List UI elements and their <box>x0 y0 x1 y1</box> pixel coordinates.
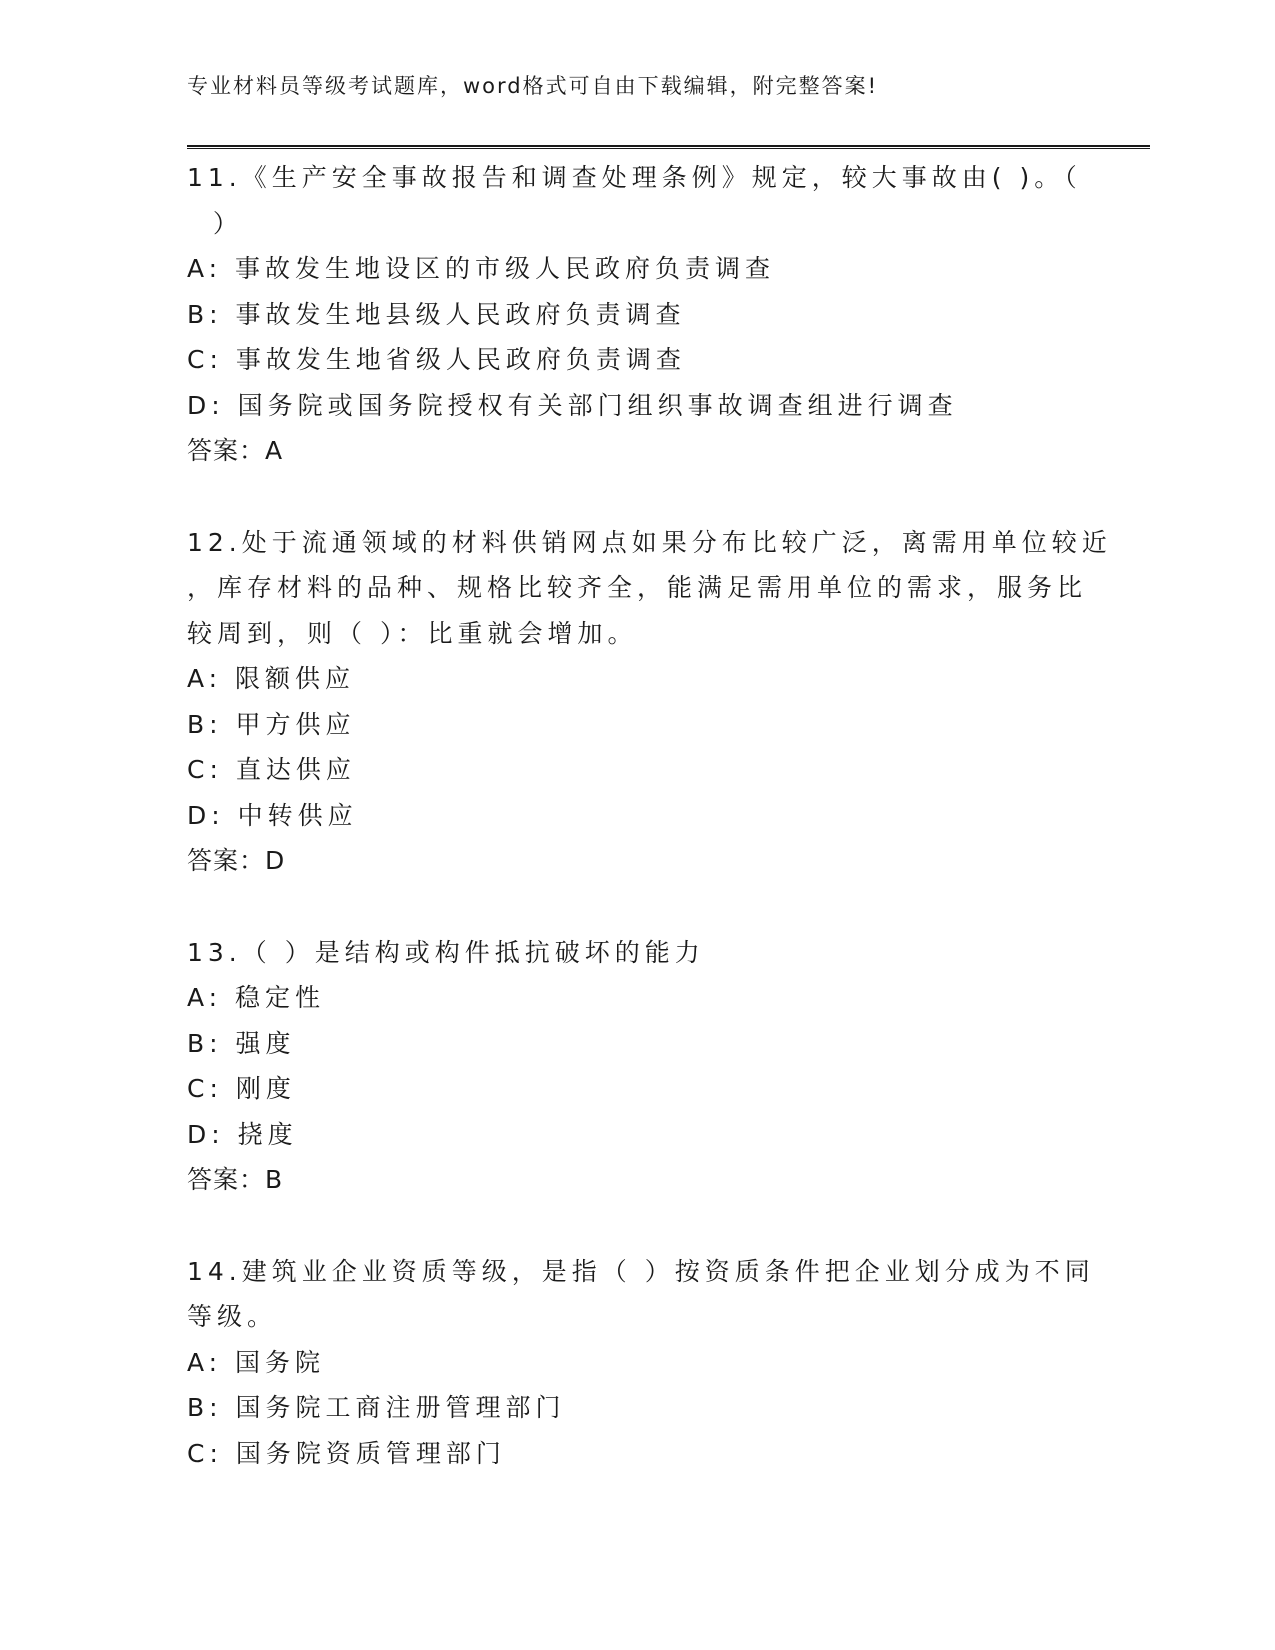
option-text: 国务院工商注册管理部门 <box>235 1393 566 1422</box>
option-text: 直达供应 <box>235 755 356 784</box>
question-stem: 12.处于流通领域的材料供销网点如果分布比较广泛，离需用单位较近 <box>187 527 1112 557</box>
option-text: 国务院 <box>235 1347 326 1377</box>
option-letter: C: <box>187 755 223 784</box>
option-c <box>187 1066 1087 1112</box>
option-b <box>187 1021 1087 1067</box>
option-b <box>187 1385 1087 1431</box>
option-letter: B: <box>187 1393 223 1422</box>
option-text: 国务院资质管理部门 <box>235 1438 506 1468</box>
question-stem: 较周到，则（ ）：比重就会增加。 <box>187 618 638 648</box>
question-stem: ） <box>187 208 243 238</box>
option-letter: B: <box>187 299 223 329</box>
question-12 <box>187 520 1112 884</box>
question-list <box>187 155 1112 1522</box>
question-stem: ，库存材料的品种、规格比较齐全，能满足需用单位的需求，服务比 <box>187 573 1088 602</box>
option-a <box>187 246 1087 292</box>
option-d <box>187 1112 1087 1158</box>
answer-line: 答案：A <box>187 436 284 465</box>
option-b <box>187 702 1087 748</box>
option-a <box>187 656 1087 702</box>
option-text: 事故发生地设区的市级人民政府负责调查 <box>235 254 776 283</box>
option-text: 限额供应 <box>235 664 356 693</box>
question-14 <box>187 1249 1095 1477</box>
option-text: 事故发生地县级人民政府负责调查 <box>235 299 686 329</box>
option-d <box>187 383 1087 429</box>
question-13 <box>187 930 1087 1203</box>
option-letter: D: <box>187 1119 225 1149</box>
question-stem: 11.《生产安全事故报告和调查处理条例》规定，较大事故由( )。（ <box>187 163 1082 192</box>
option-text: 挠度 <box>237 1119 298 1149</box>
question-stem: 14.建筑业企业资质等级，是指（ ）按资质条件把企业划分成为不同 <box>187 1256 1095 1286</box>
option-c <box>187 337 1087 383</box>
option-c <box>187 1431 1087 1477</box>
option-text: 刚度 <box>235 1074 296 1103</box>
option-letter: B: <box>187 709 223 739</box>
option-letter: A: <box>187 254 223 283</box>
question-stem: 13.（ ）是结构或构件抵抗破坏的能力 <box>187 937 705 967</box>
option-text: 甲方供应 <box>235 709 356 739</box>
option-a <box>187 975 1087 1021</box>
option-text: 事故发生地省级人民政府负责调查 <box>235 345 686 374</box>
option-letter: A: <box>187 1347 223 1377</box>
option-letter: C: <box>187 1074 223 1103</box>
option-letter: B: <box>187 1028 223 1058</box>
option-text: 国务院或国务院授权有关部门组织事故调查组进行调查 <box>237 390 958 420</box>
page-header: 专业材料员等级考试题库，word格式可自由下载编辑，附完整答案! <box>187 74 879 98</box>
option-letter: D: <box>187 800 225 830</box>
option-letter: C: <box>187 345 223 374</box>
option-a <box>187 1340 1087 1386</box>
option-text: 稳定性 <box>235 983 326 1012</box>
answer-line: 答案：D <box>187 846 286 875</box>
option-text: 中转供应 <box>237 800 358 830</box>
header-divider <box>187 145 1150 149</box>
option-letter: D: <box>187 390 225 420</box>
option-b <box>187 292 1087 338</box>
option-text: 强度 <box>235 1028 296 1058</box>
option-letter: C: <box>187 1438 223 1468</box>
option-c <box>187 747 1087 793</box>
question-11 <box>187 155 1087 474</box>
answer-line: 答案：B <box>187 1165 284 1194</box>
option-letter: A: <box>187 983 223 1012</box>
question-stem: 等级。 <box>187 1302 278 1331</box>
option-d <box>187 793 1087 839</box>
option-letter: A: <box>187 664 223 693</box>
